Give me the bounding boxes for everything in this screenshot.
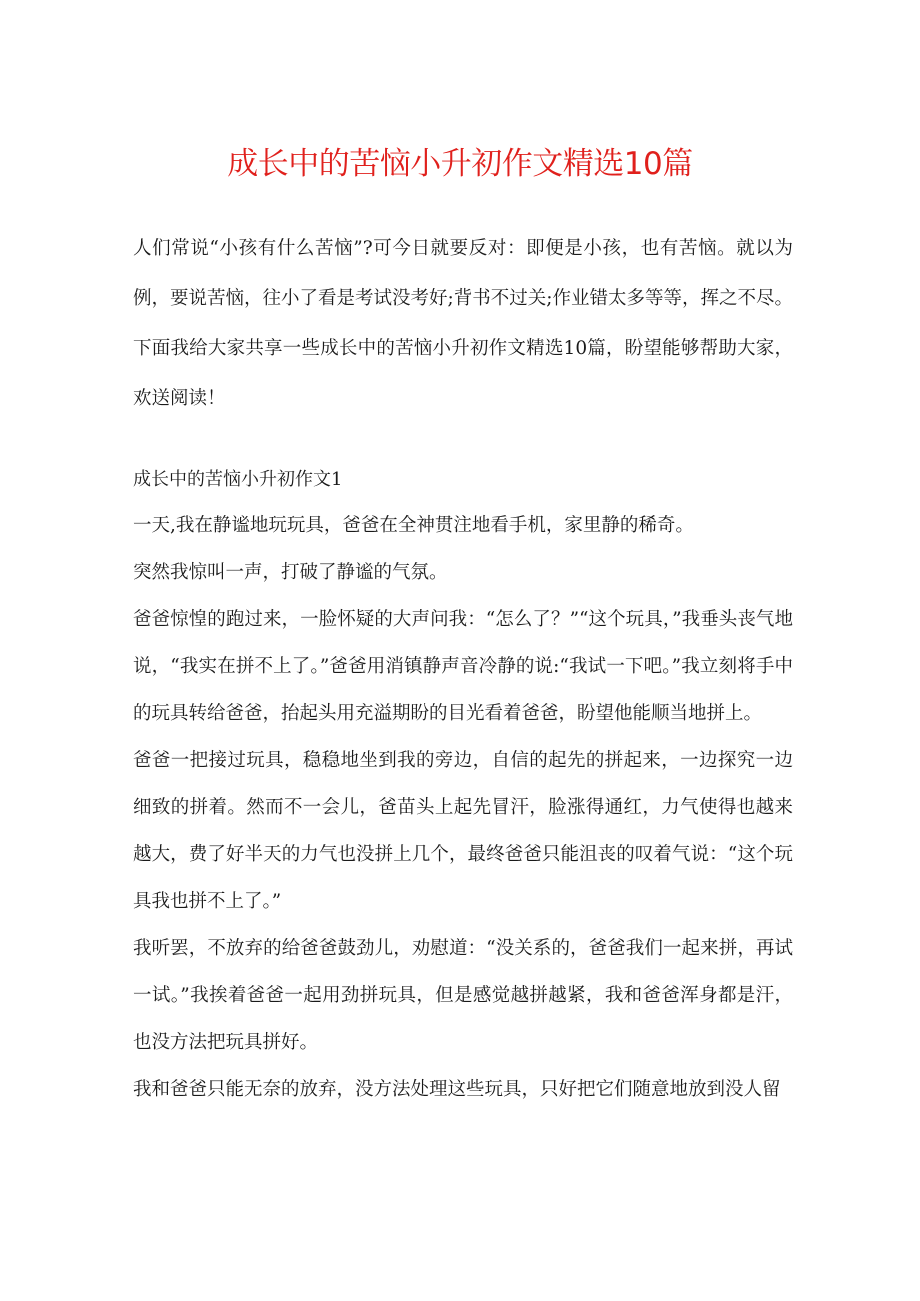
section-heading: 成长中的苦恼小升初作文1 xyxy=(133,469,343,490)
body-paragraph: 一天,我在静谧地玩玩具，爸爸在全神贯注地看手机，家里静的稀奇。 xyxy=(133,515,694,536)
body-paragraph: 我听罢，不放弃的给爸爸鼓劲儿，劝慰道：“没关系的，爸爸我们一起来拼，再试一试。”我挨着爸爸一起用劲拼玩具，但是感觉越拼越紧，我和爸爸浑身都是汗，也没方法把玩具拼好。 xyxy=(133,938,793,1053)
intro-paragraph: 人们常说“小孩有什么苦恼”?可今日就要反对：即便是小孩，也有苦恼。就以为例，要说苦恼，往小了看是考试没考好;背书不过关;作业错太多等等，挥之不尽。下面我给大家共享一些成长中的苦恼小升初作文精选10篇，盼望能够帮助大家，欢送阅读！ xyxy=(133,238,793,409)
article-body xyxy=(133,458,793,1113)
body-paragraph: 爸爸惊惶的跑过来，一脸怀疑的大声问我：“怎么了？”“这个玩具，”我垂头丧气地说，“我实在拼不上了。”爸爸用消镇静声音冷静的说:“我试一下吧。”我立刻将手中的玩具转给爸爸，抬起头用充溢期盼的目光看着爸爸，盼望他能顺当地拼上。 xyxy=(133,609,793,724)
document-title: 成长中的苦恼小升初作文精选10篇 xyxy=(227,146,693,182)
body-paragraph: 我和爸爸只能无奈的放弃，没方法处理这些玩具，只好把它们随意地放到没人留 xyxy=(133,1079,781,1100)
body-paragraph: 突然我惊叫一声，打破了静谧的气氛。 xyxy=(133,562,448,583)
body-paragraph: 爸爸一把接过玩具，稳稳地坐到我的旁边，自信的起先的拼起来，一边探究一边细致的拼着。然而不一会儿，爸苗头上起先冒汗，脸涨得通红，力气使得也越来越大，费了好半天的力气也没拼上几个，最终爸爸只能沮丧的叹着气说：“这个玩具我也拼不上了。” xyxy=(133,750,793,912)
